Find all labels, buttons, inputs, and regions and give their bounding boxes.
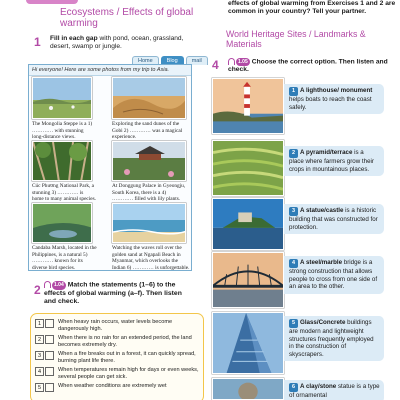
statement-text: When there is no rain for an extended period, the land becomes extremely dry. xyxy=(58,335,192,348)
bridge-photo xyxy=(212,252,284,308)
card-number: 1 xyxy=(289,87,298,96)
card-options[interactable]: A statue/castle xyxy=(300,207,344,214)
statement-text: When a fire breaks out in a forest, it can quickly spread, burning plant life there. xyxy=(58,351,196,364)
card-options[interactable]: A clay/stone xyxy=(300,383,337,390)
statement-text: When heavy rain occurs, water levels become dangerously high. xyxy=(58,319,173,332)
ngapali-beach-photo xyxy=(112,203,186,243)
exercise-4-instruction xyxy=(228,58,398,74)
option-card-5 xyxy=(284,316,384,361)
tab-blog[interactable]: Blog xyxy=(161,56,184,65)
stone-statue-photo xyxy=(212,378,284,400)
blog-greeting: Hi everyone! Here are some photos from my trip to Asia. xyxy=(29,65,191,76)
option-card-4 xyxy=(284,256,384,294)
left-section-title: Ecosystems / Effects of global warming xyxy=(60,7,194,29)
exercise-2-instruction-text: Match the statements (1–6) to the effects of global warming (a–f). Then listen and check. xyxy=(44,281,182,305)
answer-box[interactable] xyxy=(45,383,54,392)
card-text: bridge is a strong construction that allows people to cross from one side of an area to the other. xyxy=(289,259,378,290)
headphones-icon xyxy=(228,58,235,65)
statement-number: 3 xyxy=(35,351,44,360)
exercise-3-instruction: effects of global warming from Exercises 1 and 2 are common in your country? Tell your partner. xyxy=(228,0,396,15)
exercise-2-number: 2 xyxy=(34,283,41,297)
skyscraper-photo xyxy=(212,312,284,374)
card-options[interactable]: A lighthouse/ monument xyxy=(300,87,373,94)
card-text: is a historic building that was constructed for protection. xyxy=(289,207,378,231)
card-number: 5 xyxy=(289,319,298,328)
card-number: 3 xyxy=(289,207,298,216)
card-text: buildings are modern and lightweight structures frequently employed in the construction of skyscrapers. xyxy=(289,319,374,358)
gobi-desert-photo xyxy=(112,77,186,119)
castle-photo xyxy=(212,198,284,250)
card-number: 4 xyxy=(289,259,298,268)
statement-number: 5 xyxy=(35,383,44,392)
answer-box[interactable] xyxy=(45,351,54,360)
lighthouse-photo xyxy=(212,78,284,134)
audio-track-badge[interactable]: 1.05 xyxy=(238,59,248,66)
statement-text: When weather conditions are extremely wet xyxy=(58,383,167,389)
card-text: helps boats to reach the coast safely. xyxy=(289,96,372,111)
card-options[interactable]: A pyramid/terrace xyxy=(300,149,353,156)
option-card-1 xyxy=(284,84,384,114)
option-card-2 xyxy=(284,146,384,176)
exercise-4-number: 4 xyxy=(212,58,219,72)
card-text: is a place where farmers grow their crops in mountainous places. xyxy=(289,149,374,173)
candaba-marsh-photo xyxy=(32,203,92,243)
rice-terrace-photo xyxy=(212,140,284,196)
card-text: statue is a type of ornamental xyxy=(289,383,380,399)
card-options[interactable]: Glass/Concrete xyxy=(300,319,346,326)
option-card-6 xyxy=(284,380,384,400)
card-options[interactable]: A steel/marble xyxy=(300,259,343,266)
statement-number: 1 xyxy=(35,319,44,328)
statement-number: 4 xyxy=(35,367,44,376)
exercise-1-instruction-bold: Fill in each gap xyxy=(50,35,98,42)
exercise-1-instruction xyxy=(50,35,200,51)
answer-box[interactable] xyxy=(45,335,54,344)
donggung-palace-photo xyxy=(112,141,186,181)
statements-box xyxy=(30,313,204,400)
vocabulary-tab xyxy=(26,0,78,4)
exercise-2-instruction xyxy=(44,281,194,306)
answer-box[interactable] xyxy=(45,319,54,328)
audio-track-badge[interactable]: 1.04 xyxy=(54,282,64,289)
tab-mail[interactable]: mail xyxy=(186,56,208,65)
headphones-icon xyxy=(44,281,51,288)
caption-2: Exploring the sand dunes of the Gobi 2) ………… was a magical experience. xyxy=(112,121,183,141)
caption-5: Candaba Marsh, located in the Philippines, is a natural 5) ………… known for its diverse bird species. xyxy=(32,245,97,271)
option-card-3 xyxy=(284,204,384,234)
card-number: 2 xyxy=(289,149,298,158)
exercise-1-instruction-rest: with pond, ocean, grassland, desert, swamp or jungle. xyxy=(50,35,184,50)
exercise-4-instruction-text: Choose the correct option. Then listen and check. xyxy=(228,58,388,74)
right-section-title: World Heritage Sites / Landmarks & Materials xyxy=(226,29,366,49)
card-number: 6 xyxy=(289,383,298,392)
statement-text: When temperatures remain high for days or even weeks, several people can get sick. xyxy=(58,367,199,380)
caption-3: Cúc Phương National Park, a stunning 3) ………… is home to many animal species. xyxy=(32,183,96,203)
mongolia-steppe-photo xyxy=(32,77,92,119)
caption-1: The Mongolia Steppe is a 1) ………… with stunning long-distance views. xyxy=(32,121,93,141)
statement-number: 2 xyxy=(35,335,44,344)
caption-6: Watching the waves roll over the golden sand at Ngapali Beach in Myanmar, which overlooks the Indian 6) ………… is unforgettable. xyxy=(112,245,190,271)
caption-4: At Donggung Palace in Gyeongju, South Korea, there is a 4) ………… filled with lily plants. xyxy=(112,183,186,203)
cuc-phuong-park-photo xyxy=(32,141,92,181)
tab-home[interactable]: Home xyxy=(132,56,159,65)
answer-box[interactable] xyxy=(45,367,54,376)
exercise-1-number: 1 xyxy=(34,35,41,49)
